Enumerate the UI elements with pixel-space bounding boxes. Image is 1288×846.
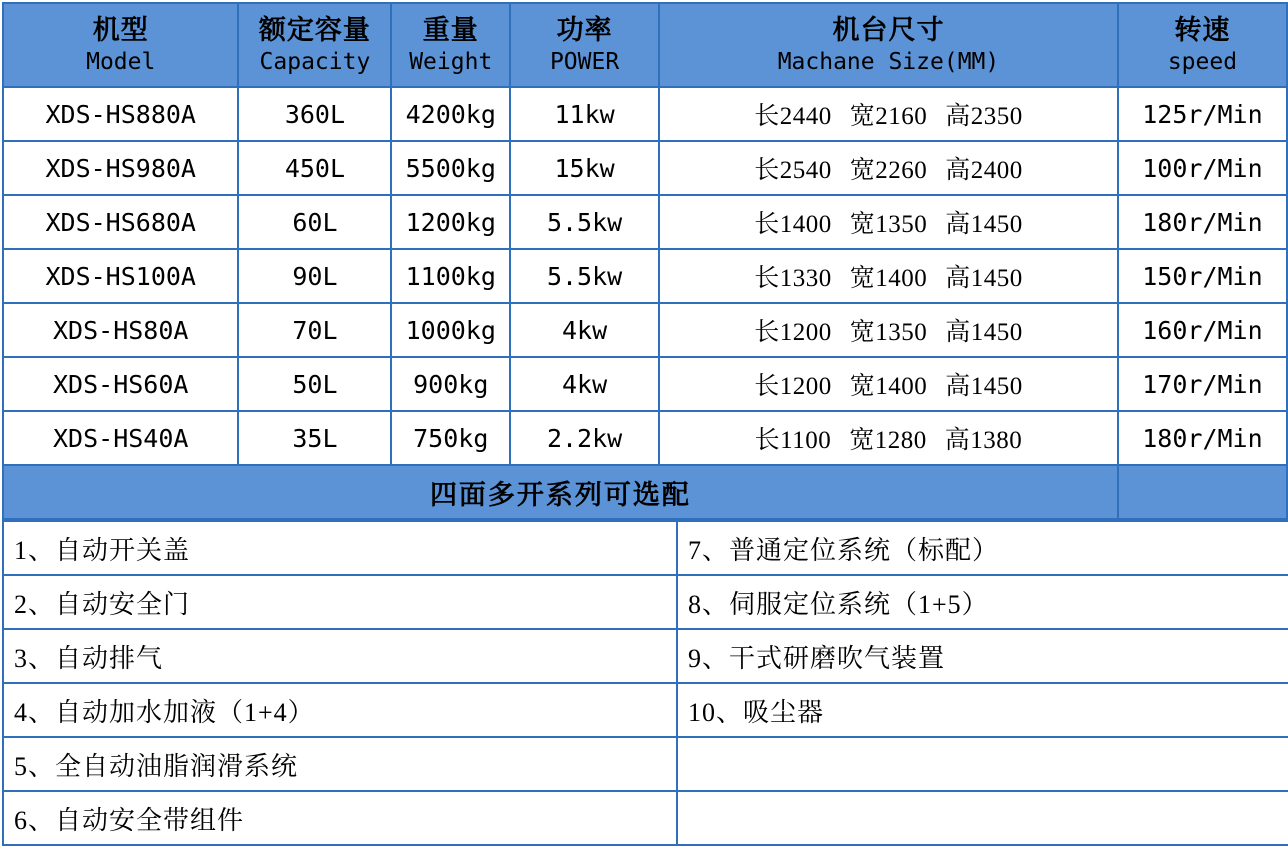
cell-model: XDS-HS60A <box>3 357 238 411</box>
options-table <box>2 520 1288 846</box>
cell-weight: 1000kg <box>391 303 510 357</box>
option-left-5: 5、全自动油脂润滑系统 <box>3 737 677 791</box>
cell-power: 2.2kw <box>510 411 659 465</box>
table-row <box>3 411 1287 465</box>
options-band-blank <box>1118 465 1287 519</box>
list-item <box>3 521 1288 575</box>
option-left-6: 6、自动安全带组件 <box>3 791 677 845</box>
option-right-3: 9、干式研磨吹气装置 <box>677 629 1288 683</box>
size-length: 长2440 <box>754 103 832 130</box>
options-band-label: 四面多开系列可选配 <box>3 465 1118 519</box>
option-left-3: 3、自动排气 <box>3 629 677 683</box>
size-length: 长2540 <box>754 157 832 184</box>
list-item <box>3 629 1288 683</box>
cell-weight: 1100kg <box>391 249 510 303</box>
size-length: 长1400 <box>754 211 832 238</box>
options-band-row <box>3 465 1287 519</box>
cell-weight: 900kg <box>391 357 510 411</box>
table-row <box>3 303 1287 357</box>
size-height: 高2400 <box>945 157 1023 184</box>
list-item <box>3 737 1288 791</box>
table-row <box>3 141 1287 195</box>
cell-model: XDS-HS100A <box>3 249 238 303</box>
cell-machine-size <box>659 141 1118 195</box>
option-left-4: 4、自动加水加液（1+4） <box>3 683 677 737</box>
cell-capacity: 60L <box>238 195 391 249</box>
size-width: 宽1280 <box>849 427 927 454</box>
table-row <box>3 357 1287 411</box>
cell-machine-size <box>659 195 1118 249</box>
cell-power: 4kw <box>510 357 659 411</box>
option-right-1: 7、普通定位系统（标配） <box>677 521 1288 575</box>
size-width: 宽1350 <box>849 319 928 346</box>
header-row <box>3 3 1287 87</box>
list-item <box>3 791 1288 845</box>
cell-weight: 4200kg <box>391 87 510 141</box>
option-left-2: 2、自动安全门 <box>3 575 677 629</box>
cell-capacity: 35L <box>238 411 391 465</box>
cell-power: 4kw <box>510 303 659 357</box>
cell-speed: 160r/Min <box>1118 303 1287 357</box>
size-length: 长1100 <box>754 427 832 454</box>
option-right-5 <box>677 737 1288 791</box>
column-header-capacity-cn: 额定容量 <box>258 14 371 45</box>
option-right-4: 10、吸尘器 <box>677 683 1288 737</box>
option-left-1: 1、自动开关盖 <box>3 521 677 575</box>
column-header-speed-en: speed <box>1167 48 1238 75</box>
size-height: 高1450 <box>945 319 1023 346</box>
cell-weight: 1200kg <box>391 195 510 249</box>
size-length: 长1200 <box>754 319 832 346</box>
cell-speed: 125r/Min <box>1118 87 1287 141</box>
column-header-weight-cn: 重量 <box>422 14 479 45</box>
cell-power: 5.5kw <box>510 249 659 303</box>
size-height: 高1380 <box>944 427 1023 454</box>
cell-model: XDS-HS40A <box>3 411 238 465</box>
column-header-weight <box>391 3 510 87</box>
size-length: 长1330 <box>754 265 832 292</box>
cell-speed: 170r/Min <box>1118 357 1287 411</box>
column-header-capacity-en: Capacity <box>259 48 371 75</box>
table-row <box>3 249 1287 303</box>
column-header-machine-size-en: Machane Size(MM) <box>777 48 1000 75</box>
column-header-machine-size-cn: 机台尺寸 <box>832 14 945 45</box>
table-row <box>3 195 1287 249</box>
column-header-weight-en: Weight <box>409 48 493 75</box>
column-header-model-en: Model <box>86 48 156 75</box>
option-right-6 <box>677 791 1288 845</box>
spec-sheet <box>0 2 1288 833</box>
table-row <box>3 87 1287 141</box>
cell-machine-size <box>659 249 1118 303</box>
cell-machine-size <box>659 357 1118 411</box>
column-header-speed <box>1118 3 1287 87</box>
cell-model: XDS-HS980A <box>3 141 238 195</box>
size-width: 宽2260 <box>849 157 928 184</box>
cell-speed: 150r/Min <box>1118 249 1287 303</box>
cell-speed: 100r/Min <box>1118 141 1287 195</box>
cell-machine-size <box>659 411 1118 465</box>
cell-weight: 5500kg <box>391 141 510 195</box>
cell-model: XDS-HS680A <box>3 195 238 249</box>
size-height: 高1450 <box>945 265 1023 292</box>
column-header-power <box>510 3 659 87</box>
column-header-speed-cn: 转速 <box>1174 14 1231 45</box>
cell-power: 15kw <box>510 141 659 195</box>
cell-model: XDS-HS880A <box>3 87 238 141</box>
size-length: 长1200 <box>754 373 832 400</box>
cell-speed: 180r/Min <box>1118 195 1287 249</box>
cell-capacity: 50L <box>238 357 391 411</box>
cell-capacity: 360L <box>238 87 391 141</box>
list-item <box>3 683 1288 737</box>
table-body <box>3 87 1287 519</box>
cell-machine-size <box>659 87 1118 141</box>
size-width: 宽2160 <box>849 103 928 130</box>
cell-speed: 180r/Min <box>1118 411 1287 465</box>
size-width: 宽1350 <box>849 211 928 238</box>
specification-table <box>2 2 1288 520</box>
column-header-power-en: POWER <box>549 48 620 75</box>
cell-capacity: 70L <box>238 303 391 357</box>
list-item <box>3 575 1288 629</box>
column-header-model <box>3 3 238 87</box>
column-header-capacity <box>238 3 391 87</box>
cell-capacity: 90L <box>238 249 391 303</box>
cell-model: XDS-HS80A <box>3 303 238 357</box>
column-header-power-cn: 功率 <box>556 14 613 45</box>
cell-weight: 750kg <box>391 411 510 465</box>
option-right-2: 8、伺服定位系统（1+5） <box>677 575 1288 629</box>
size-height: 高1450 <box>945 211 1023 238</box>
cell-power: 5.5kw <box>510 195 659 249</box>
size-width: 宽1400 <box>849 373 928 400</box>
cell-machine-size <box>659 303 1118 357</box>
cell-power: 11kw <box>510 87 659 141</box>
cell-capacity: 450L <box>238 141 391 195</box>
column-header-model-cn: 机型 <box>92 14 149 45</box>
size-height: 高2350 <box>945 103 1023 130</box>
column-header-machine-size <box>659 3 1118 87</box>
size-height: 高1450 <box>945 373 1023 400</box>
size-width: 宽1400 <box>849 265 928 292</box>
table-header <box>3 3 1287 87</box>
